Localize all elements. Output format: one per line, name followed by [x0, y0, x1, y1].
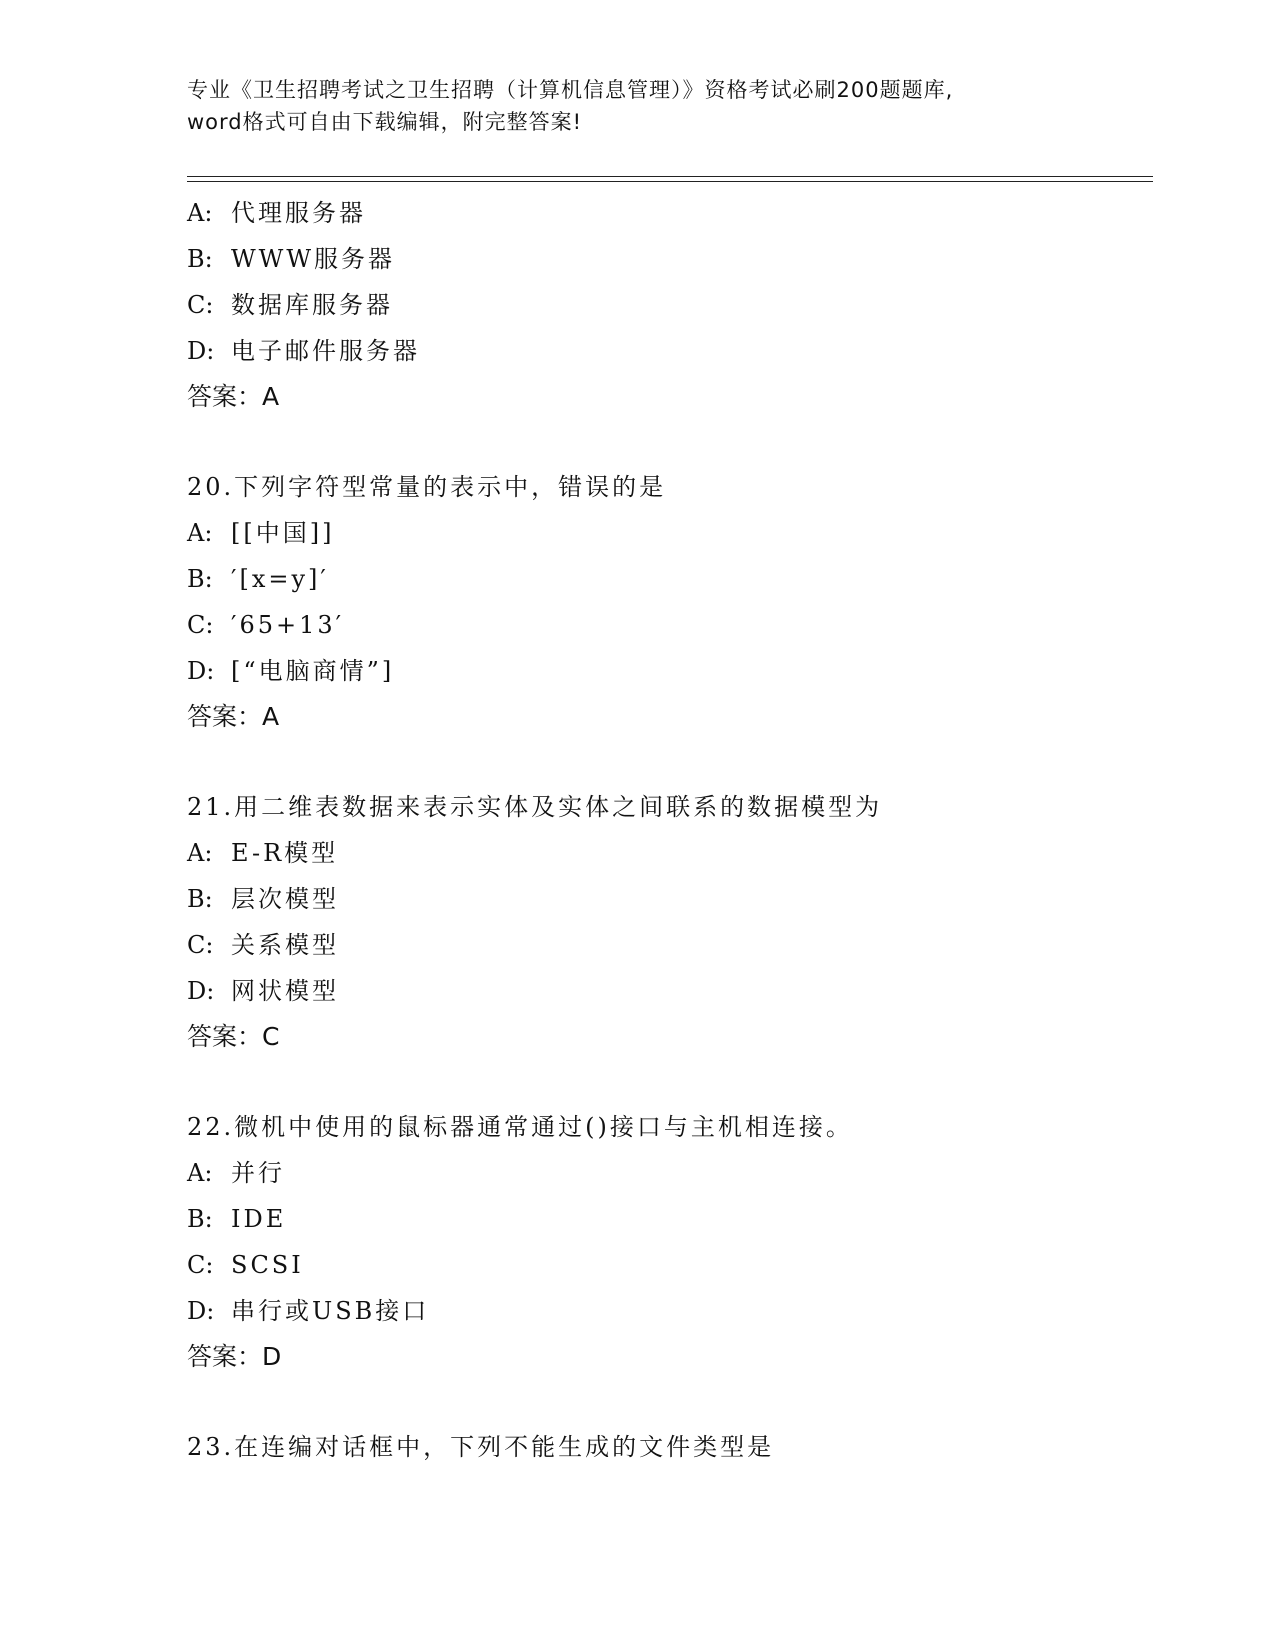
question-block-20 — [187, 464, 1147, 740]
option-text: ′65+13′ — [231, 611, 345, 639]
option-letter: A: — [187, 199, 213, 227]
option-letter: A: — [187, 519, 213, 547]
option-c — [187, 282, 1147, 328]
option-letter: D: — [187, 337, 215, 365]
answer-line: 答案：A — [187, 702, 280, 731]
option-letter: C: — [187, 611, 214, 639]
option-b — [187, 876, 1147, 922]
option-text: 数据库服务器 — [231, 291, 393, 319]
option-text: ′[x=y]′ — [231, 565, 329, 593]
question-block-21 — [187, 784, 1147, 1060]
option-letter: B: — [187, 1205, 213, 1233]
question-list — [187, 190, 1147, 1470]
question-block-prev — [187, 190, 1147, 420]
option-letter: B: — [187, 565, 213, 593]
option-letter: B: — [187, 245, 213, 273]
option-letter: A: — [187, 839, 213, 867]
question-stem: 23.在连编对话框中，下列不能生成的文件类型是 — [187, 1433, 775, 1461]
option-a — [187, 190, 1147, 236]
option-d — [187, 968, 1147, 1014]
option-d — [187, 328, 1147, 374]
option-text: 并行 — [231, 1159, 285, 1187]
option-d — [187, 648, 1147, 694]
option-text: 网状模型 — [231, 977, 339, 1005]
option-letter: B: — [187, 885, 213, 913]
option-a — [187, 510, 1147, 556]
header-line-2: word格式可自由下载编辑，附完整答案! — [187, 110, 583, 134]
question-block-23 — [187, 1424, 1147, 1470]
question-stem: 20.下列字符型常量的表示中，错误的是 — [187, 473, 667, 501]
answer-line: 答案：A — [187, 382, 280, 411]
option-text: 代理服务器 — [231, 199, 366, 227]
option-a — [187, 830, 1147, 876]
question-block-22 — [187, 1104, 1147, 1380]
option-text: [“电脑商情”] — [231, 657, 395, 685]
option-text: 电子邮件服务器 — [231, 337, 420, 365]
option-letter: C: — [187, 931, 214, 959]
document-header — [187, 74, 1087, 138]
option-c — [187, 602, 1147, 648]
option-text: IDE — [231, 1205, 287, 1233]
option-text: E-R模型 — [231, 839, 339, 867]
answer-line: 答案：C — [187, 1022, 280, 1051]
option-a — [187, 1150, 1147, 1196]
option-letter: D: — [187, 977, 215, 1005]
option-text: 串行或USB接口 — [231, 1297, 430, 1325]
option-letter: D: — [187, 1297, 215, 1325]
option-text: 关系模型 — [231, 931, 339, 959]
question-stem: 22.微机中使用的鼠标器通常通过()接口与主机相连接。 — [187, 1113, 853, 1141]
question-stem: 21.用二维表数据来表示实体及实体之间联系的数据模型为 — [187, 793, 883, 821]
option-text: 层次模型 — [231, 885, 339, 913]
option-c — [187, 1242, 1147, 1288]
option-b — [187, 236, 1147, 282]
header-divider-top — [187, 176, 1153, 177]
option-c — [187, 922, 1147, 968]
option-b — [187, 1196, 1147, 1242]
answer-line: 答案：D — [187, 1342, 282, 1371]
option-letter: D: — [187, 657, 215, 685]
option-text: [[中国]] — [231, 519, 335, 547]
option-text: SCSI — [231, 1251, 304, 1279]
option-letter: C: — [187, 291, 214, 319]
header-divider-bottom — [187, 181, 1153, 182]
option-letter: C: — [187, 1251, 214, 1279]
header-line-1: 专业《卫生招聘考试之卫生招聘（计算机信息管理）》资格考试必刷200题题库, — [187, 78, 954, 102]
option-letter: A: — [187, 1159, 213, 1187]
option-d — [187, 1288, 1147, 1334]
option-b — [187, 556, 1147, 602]
option-text: WWW服务器 — [231, 245, 396, 273]
